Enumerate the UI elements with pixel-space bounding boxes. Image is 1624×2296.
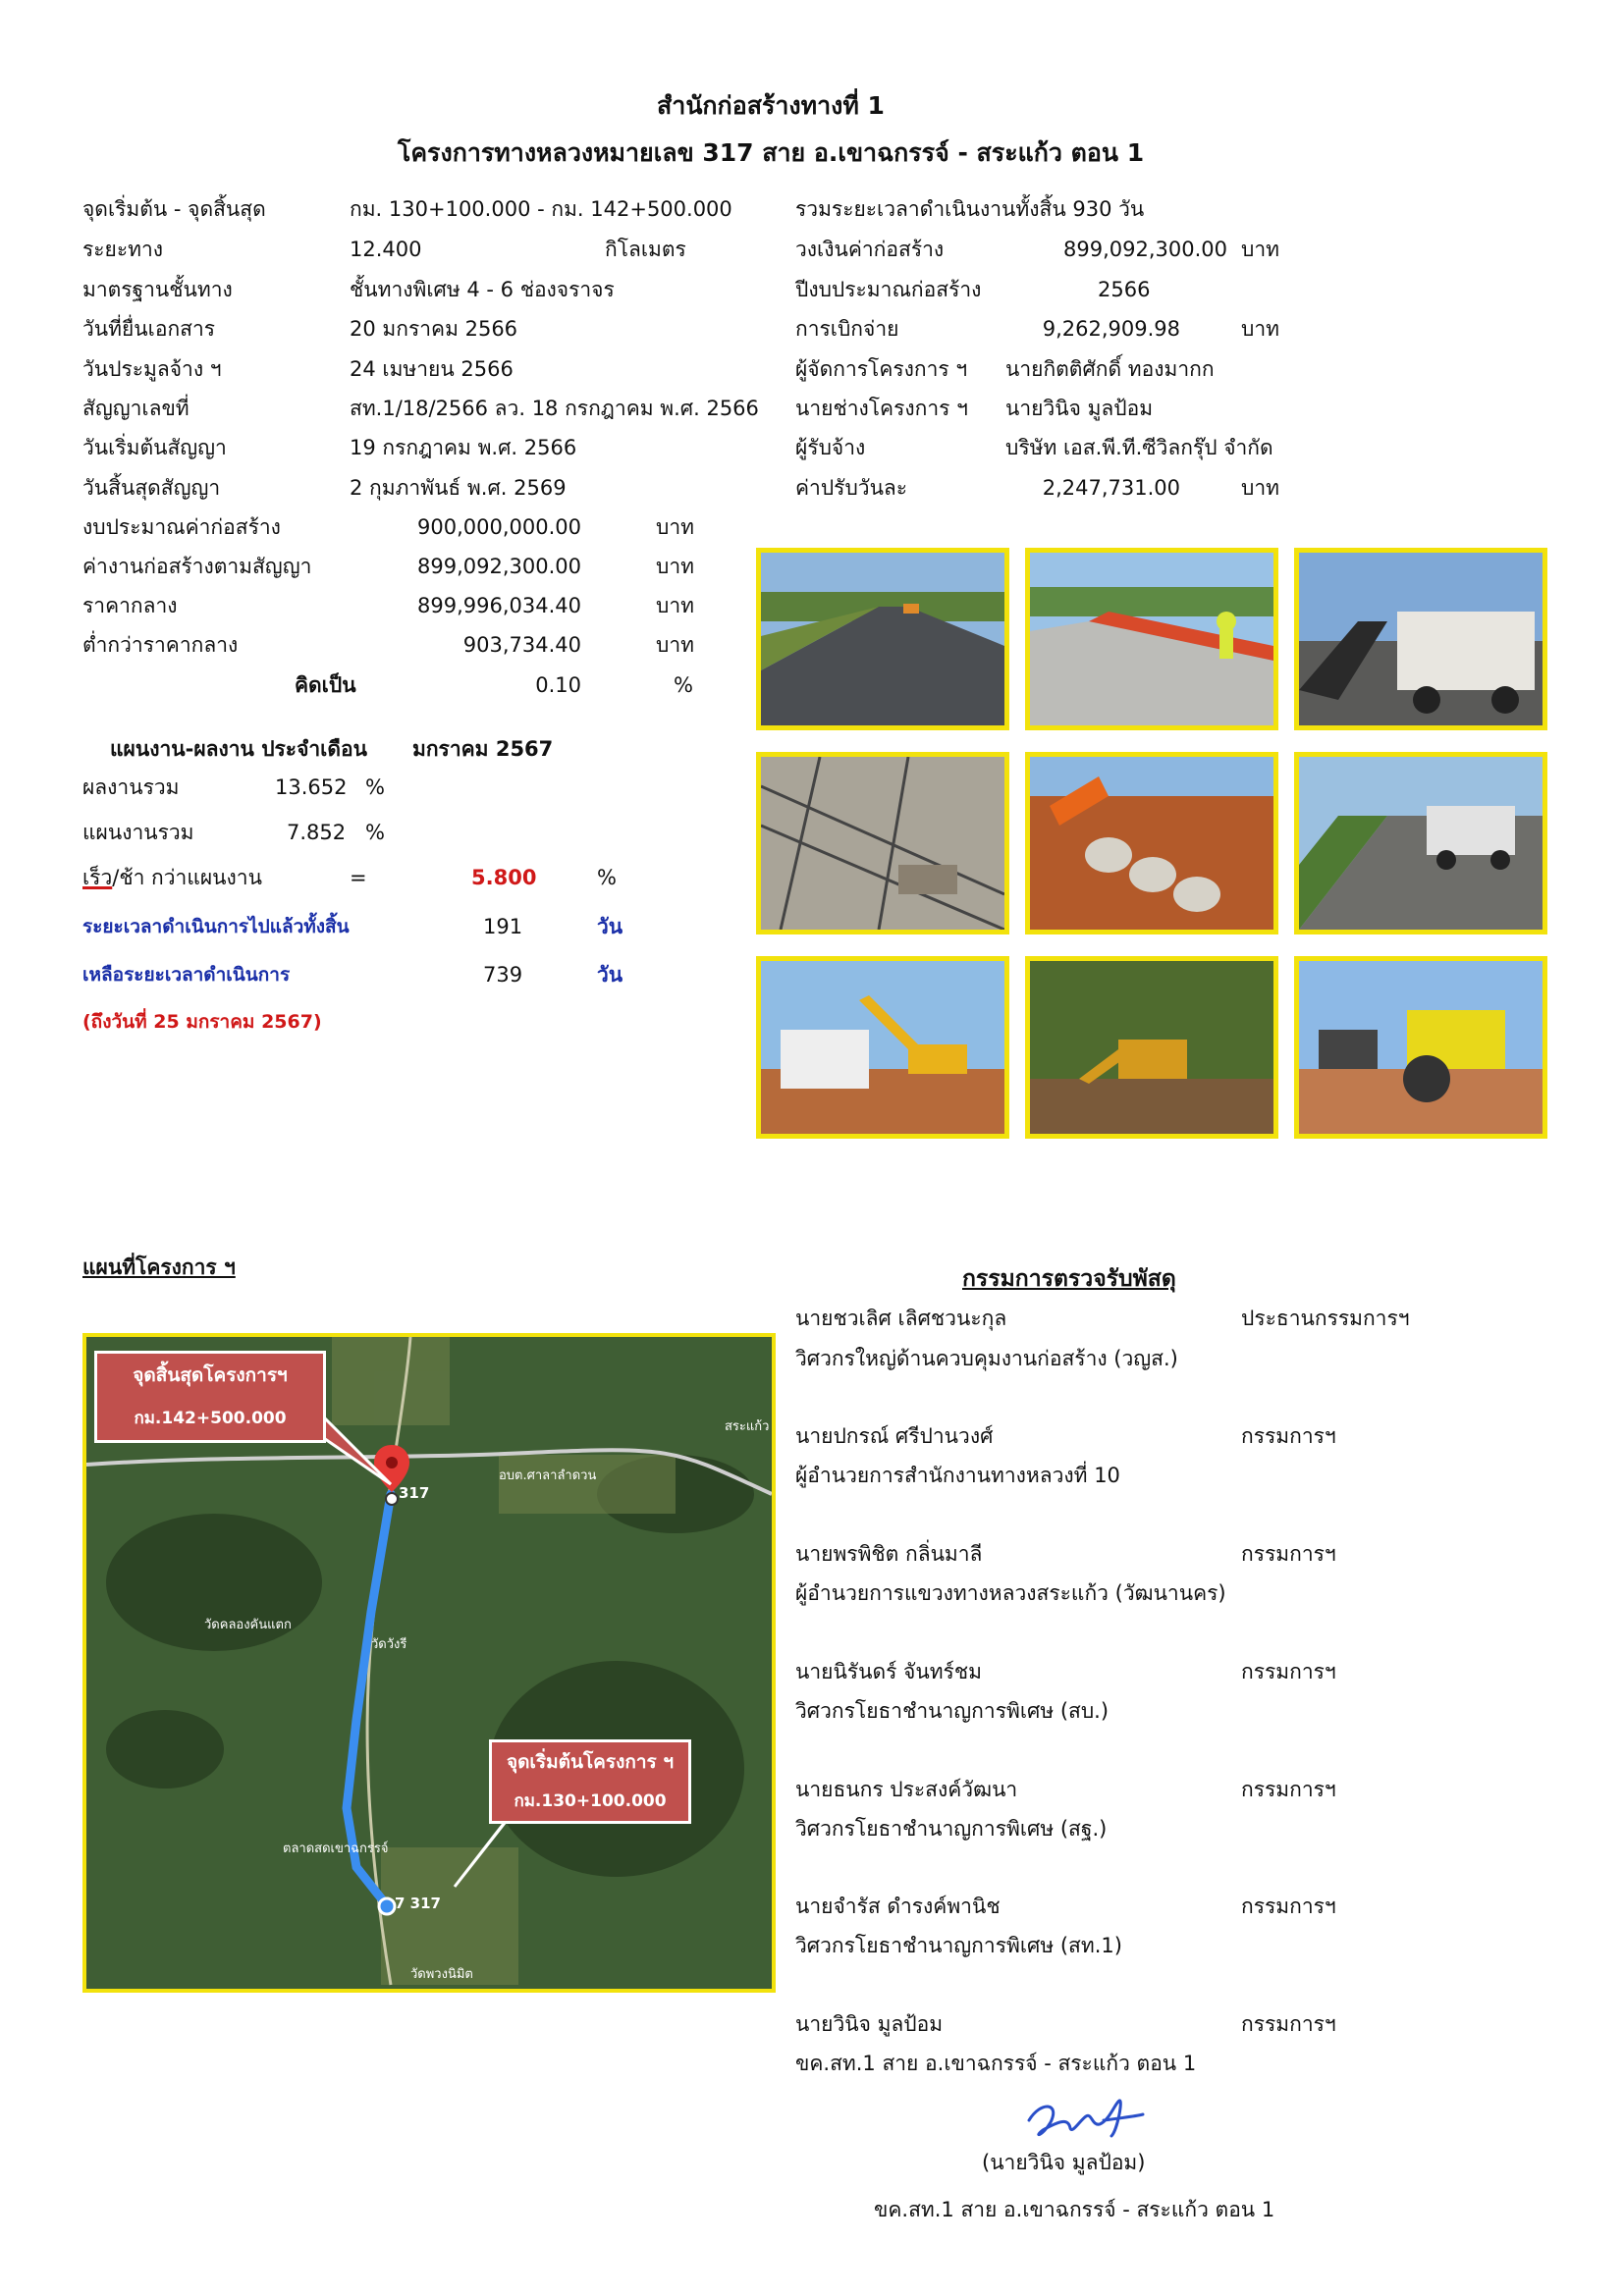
start-point-title: จุดเริ่มต้นโครงการ ฯ [506, 1751, 675, 1773]
info-value: 20 มกราคม 2566 [350, 317, 518, 341]
info-unit: บาท [1241, 238, 1279, 261]
remain-label: เหลือระยะเวลาดำเนินการ [82, 964, 291, 986]
result-value: 13.652 [275, 775, 348, 799]
signature-name: (นายวินิจ มูลป้อม) [982, 2151, 1146, 2174]
member-name: นายปกรณ์ ศรีปานวงศ์ [795, 1424, 994, 1448]
budget-unit: บาท [656, 594, 694, 617]
start-pin-icon [379, 1898, 395, 1914]
info-label: สัญญาเลขที่ [82, 397, 189, 420]
member-position: ผู้อำนวยการแขวงทางหลวงสระแก้ว (วัฒนานคร) [795, 1581, 1226, 1605]
member-name: นายวินิจ มูลป้อม [795, 2012, 944, 2036]
member-role: ประธานกรรมการฯ [1241, 1307, 1410, 1330]
diff-unit: % [597, 866, 617, 889]
member-name: นายธนกร ประสงค์วัฒนา [795, 1778, 1018, 1801]
info-label: นายช่างโครงการ ฯ [795, 397, 968, 420]
project-map[interactable] [82, 1333, 776, 1993]
photo-road-asphalt [756, 548, 1009, 730]
map-place-label: ตลาดสดเขาฉกรรจ์ [283, 1842, 389, 1856]
info-unit: บาท [1241, 317, 1279, 341]
member-name: นายนิรันดร์ จันทร์ชม [795, 1660, 982, 1683]
photo-bridge-formwork [756, 752, 1009, 934]
info-label: ค่าปรับวันละ [795, 476, 908, 500]
budget-label: ต่ำกว่าราคากลาง [82, 633, 239, 657]
info-label: จุดเริ่มต้น - จุดสิ้นสุด [82, 197, 266, 221]
fast-slow-label [82, 865, 262, 890]
info-value: 24 เมษายน 2566 [350, 357, 514, 381]
signature-position: ขค.สท.1 สาย อ.เขาฉกรรจ์ - สระแก้ว ตอน 1 [874, 2198, 1275, 2221]
member-role: กรรมการฯ [1241, 1542, 1336, 1566]
map-place-label: วัดพวงนิมิต [410, 1967, 473, 1982]
committee-heading: กรรมการตรวจรับพัสดุ [962, 1266, 1176, 1292]
map-place-label: อบต.ศาลาลำดวน [499, 1468, 597, 1483]
info-value: ชั้นทางพิเศษ 4 - 6 ช่องจราจร [350, 278, 615, 301]
fast-word: เร็ว [82, 866, 113, 889]
remain-value: 739 [483, 963, 523, 987]
budget-label: งบประมาณค่าก่อสร้าง [82, 515, 281, 539]
info-value: 2,247,731.00 [1042, 476, 1180, 500]
plan-label: แผนงานรวม [82, 821, 194, 844]
info-value: นายกิตติศักดิ์ ทองมากก [1005, 357, 1215, 381]
remain-unit: วัน [597, 963, 623, 987]
info-label: การเบิกจ่าย [795, 317, 899, 341]
percent-value: 0.10 [535, 673, 581, 697]
office-title: สำนักก่อสร้างทางที่ 1 [657, 91, 885, 120]
map-place-label: วัดวังรี [371, 1637, 407, 1652]
info-unit: บาท [1241, 476, 1279, 500]
member-name: นายพรพิชิต กลิ่นมาลี [795, 1542, 983, 1566]
budget-unit: บาท [656, 555, 694, 578]
info-value: 19 กรกฎาคม พ.ศ. 2566 [350, 436, 577, 459]
photo-concrete-paving [1025, 548, 1278, 730]
member-role: กรรมการฯ [1241, 2012, 1336, 2036]
elapsed-value: 191 [483, 915, 523, 938]
photo-roadside-work [1294, 752, 1547, 934]
member-position: วิศวกรใหญ่ด้านควบคุมงานก่อสร้าง (วญส.) [795, 1347, 1178, 1370]
info-value: บริษัท เอส.พี.ที.ซีวิลกรุ๊ป จำกัด [1005, 436, 1273, 459]
member-role: กรรมการฯ [1241, 1778, 1336, 1801]
member-role: กรรมการฯ [1241, 1895, 1336, 1918]
member-position: วิศวกรโยธาชำนาญการพิเศษ (สฐ.) [795, 1817, 1108, 1841]
info-label: ระยะทาง [82, 238, 164, 261]
result-unit: % [365, 775, 385, 799]
equals-sign: = [350, 866, 367, 889]
member-role: กรรมการฯ [1241, 1660, 1336, 1683]
progress-heading: แผนงาน-ผลงาน ประจำเดือน [110, 737, 367, 761]
progress-month: มกราคม 2567 [412, 737, 554, 761]
plan-unit: % [365, 821, 385, 844]
photo-forest-clearing [1025, 956, 1278, 1139]
percent-label: คิดเป็น [295, 673, 356, 697]
info-value: 2 กุมภาพันธ์ พ.ศ. 2569 [350, 476, 567, 500]
info-label: วันประมูลจ้าง ฯ [82, 357, 222, 381]
member-position: วิศวกรโยธาชำนาญการพิเศษ (สท.1) [795, 1934, 1122, 1957]
elapsed-unit: วัน [597, 915, 623, 938]
member-position: วิศวกรโยธาชำนาญการพิเศษ (สบ.) [795, 1699, 1110, 1723]
budget-value: 899,092,300.00 [417, 555, 581, 578]
member-role: กรรมการฯ [1241, 1424, 1336, 1448]
info-label: ผู้รับจ้าง [795, 436, 866, 459]
member-position: ขค.สท.1 สาย อ.เขาฉกรรจ์ - สระแก้ว ตอน 1 [795, 2052, 1197, 2075]
route-label-start: 7 317 [395, 1895, 441, 1912]
slow-text: /ช้า กว่าแผนงาน [112, 866, 262, 889]
budget-value: 899,996,034.40 [417, 594, 581, 617]
info-label: ผู้จัดการโครงการ ฯ [795, 357, 968, 381]
info-value: กม. 130+100.000 - กม. 142+500.000 [350, 197, 732, 221]
info-label: มาตรฐานชั้นทาง [82, 278, 233, 301]
info-value: 2566 [1098, 278, 1151, 301]
budget-unit: บาท [656, 633, 694, 657]
photo-milling-truck [1294, 548, 1547, 730]
info-label: วันสิ้นสุดสัญญา [82, 476, 221, 500]
map-heading: แผนที่โครงการ ฯ [82, 1255, 236, 1279]
info-value: 9,262,909.98 [1042, 317, 1180, 341]
info-value: 12.400 [350, 238, 422, 261]
info-value: นายวินิจ มูลป้อม [1005, 397, 1154, 420]
budget-value: 903,734.40 [462, 633, 581, 657]
start-point-callout [489, 1739, 691, 1824]
map-place-label: วัดคลองคันแตก [204, 1618, 292, 1632]
info-label: วงเงินค่าก่อสร้าง [795, 238, 945, 261]
info-label: ปีงบประมาณก่อสร้าง [795, 278, 982, 301]
info-label: วันเริ่มต้นสัญญา [82, 436, 227, 459]
signature-mark [1021, 2091, 1149, 2150]
map-place-label: สระแก้ว [725, 1419, 770, 1434]
info-unit: กิโลเมตร [605, 238, 686, 261]
info-label: รวมระยะเวลาดำเนินงานทั้งสิ้น 930 วัน [795, 197, 1145, 221]
member-name: นายชวเลิศ เลิศชวนะกุล [795, 1307, 1007, 1330]
member-name: นายจำรัส ดำรงค์พานิช [795, 1895, 1001, 1918]
start-point-km: กม.130+100.000 [514, 1791, 667, 1811]
budget-value: 900,000,000.00 [417, 515, 581, 539]
result-label: ผลงานรวม [82, 775, 180, 799]
photo-roller-compactor [1294, 956, 1547, 1139]
diff-value: 5.800 [471, 866, 537, 889]
percent-unit: % [674, 673, 693, 697]
plan-value: 7.852 [287, 821, 347, 844]
end-point-title: จุดสิ้นสุดโครงการฯ [133, 1364, 288, 1386]
end-point-km: กม.142+500.000 [134, 1409, 287, 1428]
info-value: 899,092,300.00 [1063, 238, 1227, 261]
project-title: โครงการทางหลวงหมายเลข 317 สาย อ.เขาฉกรรจ์ - สระแก้ว ตอน 1 [397, 138, 1145, 167]
member-position: ผู้อำนวยการสำนักงานทางหลวงที่ 10 [795, 1464, 1120, 1487]
info-value: สท.1/18/2566 ลว. 18 กรกฎาคม พ.ศ. 2566 [350, 397, 759, 420]
budget-unit: บาท [656, 515, 694, 539]
photo-excavator-truck [756, 956, 1009, 1139]
route-label: 317 [399, 1484, 430, 1502]
as-of-date: (ถึงวันที่ 25 มกราคม 2567) [82, 1011, 322, 1033]
info-label: วันที่ยื่นเอกสาร [82, 317, 216, 341]
end-point-callout [94, 1351, 326, 1443]
budget-label: ราคากลาง [82, 594, 178, 617]
elapsed-label: ระยะเวลาดำเนินการไปแล้วทั้งสิ้น [82, 916, 350, 937]
photo-drainage-pipes [1025, 752, 1278, 934]
budget-label: ค่างานก่อสร้างตามสัญญา [82, 555, 312, 578]
